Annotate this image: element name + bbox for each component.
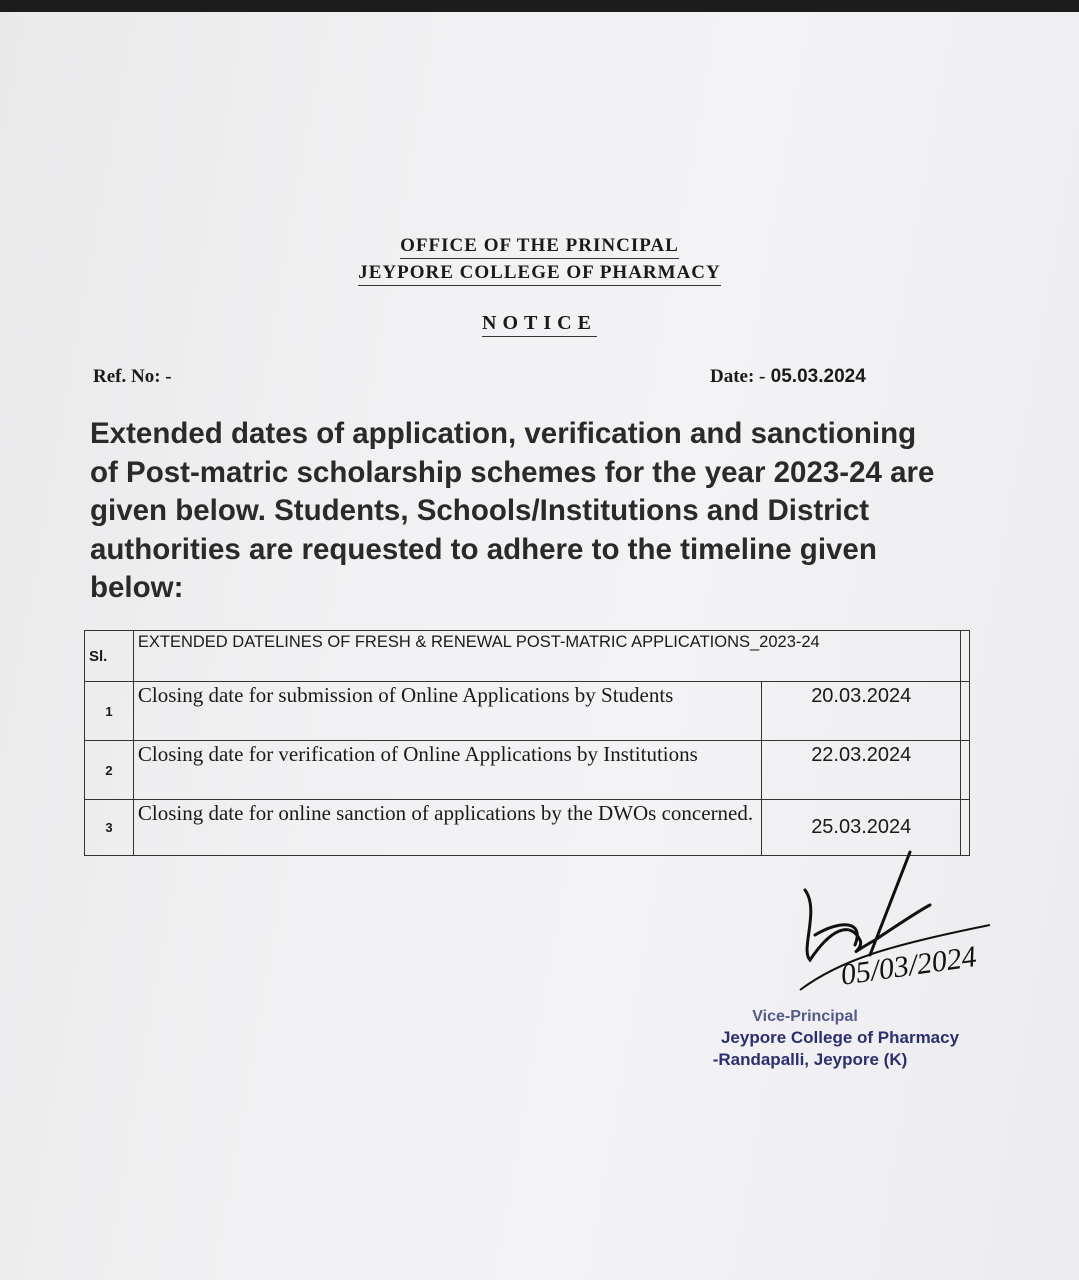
official-stamp [690,1008,990,1070]
header-sl: Sl. [85,631,134,682]
table-row [85,682,970,741]
row-sl: 2 [85,741,134,800]
table-row [85,741,970,800]
date-label: Date: - [710,366,766,387]
row-date: 22.03.2024 [762,741,961,800]
table-edge-cell [961,682,970,741]
row-date: 25.03.2024 [762,800,961,856]
table-edge-cell [961,631,970,682]
college-heading-text: JEYPORE COLLEGE OF PHARMACY [358,262,721,286]
notice-heading-text: NOTICE [482,312,597,337]
office-heading-text: OFFICE OF THE PRINCIPAL [400,235,679,259]
row-description: Closing date for submission of Online Applications by Students [133,682,762,741]
table-edge-cell [961,741,970,800]
date-value: 05.03.2024 [770,366,866,387]
notice-body: Extended dates of application, verification and sanctioning of Post-matric scholarship schemes for the year 2023-24 are given below. Students, Schools/Institutions and District authorities are requested to adhere to the timeline given below: [90,417,935,604]
row-date: 20.03.2024 [762,682,961,741]
row-sl: 1 [85,682,134,741]
signature-stroke [805,852,930,960]
table-row [85,800,970,856]
row-description: Closing date for online sanction of applications by the DWOs concerned. [133,800,762,856]
row-sl: 3 [85,800,134,856]
table-header-row [85,631,970,682]
office-heading [0,235,1079,259]
reference-number: Ref. No: - [93,366,172,387]
notice-heading [0,312,1079,337]
notice-date [710,366,866,388]
stamp-address: -Randapalli, Jeypore (K) [712,1050,908,1069]
stamp-designation: Vice-Principal [752,1008,858,1025]
table-edge-cell [961,800,970,856]
timeline-table [84,630,970,856]
college-heading [0,262,1079,286]
row-description: Closing date for verification of Online Applications by Institutions [133,741,762,800]
stamp-college: Jeypore College of Pharmacy [720,1028,960,1047]
header-title: EXTENDED DATELINES OF FRESH & RENEWAL POST-MATRIC APPLICATIONS_2023-24 [133,631,960,682]
signature-date: 05/03/2024 [838,940,979,992]
